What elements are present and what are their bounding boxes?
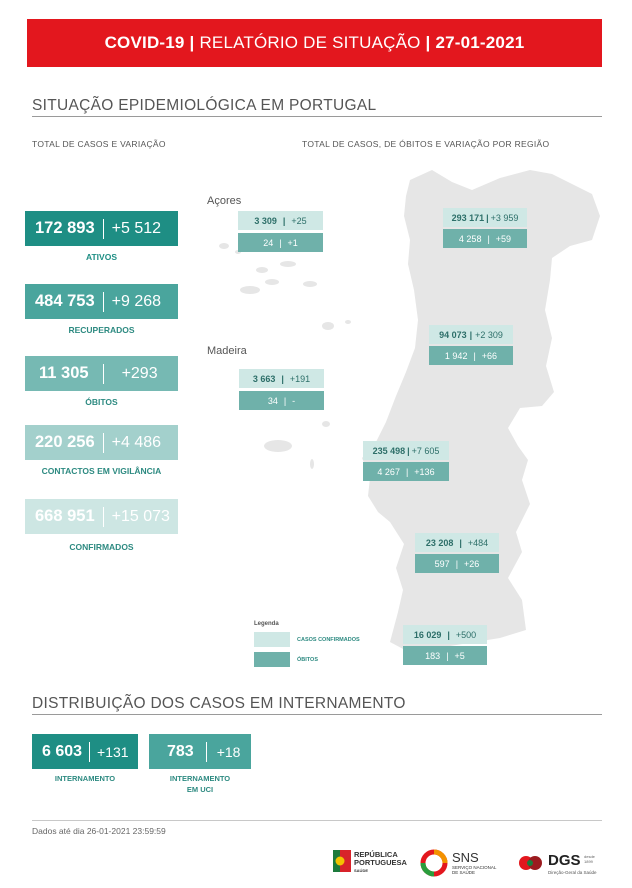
sns-logo-text: SNS	[452, 850, 479, 865]
region-norte-deaths-value: 4 258	[458, 233, 482, 244]
madeira-islands	[264, 421, 330, 469]
value-separator: |	[455, 558, 459, 569]
value-separator: |	[473, 350, 476, 361]
value-separator: |	[405, 466, 409, 477]
hosp-internamento-delta: +131	[97, 743, 129, 760]
stat-separator	[206, 742, 207, 762]
stat-obitos-label: ÓBITOS	[85, 397, 118, 407]
region-alentejo-cases-delta: +484	[467, 537, 489, 548]
hosp-uci-label-line2: EM UCI	[186, 785, 214, 794]
stat-separator	[103, 292, 104, 312]
region-madeira-cases	[239, 369, 324, 388]
subhead-total-cases: TOTAL DE CASOS E VARIAÇÃO	[32, 139, 166, 149]
region-alentejo-deaths	[415, 554, 499, 573]
region-alentejo-deaths-delta: +26	[464, 558, 480, 569]
stat-separator	[89, 742, 90, 762]
sns-logo-sub1: SERVIÇO NACIONAL	[452, 865, 497, 870]
section-divider	[32, 116, 602, 117]
sns-logo	[420, 846, 510, 880]
region-algarve-cases-delta: +500	[455, 629, 477, 640]
region-madeira-deaths-value: 34	[267, 395, 278, 406]
stat-separator	[103, 433, 104, 453]
legend-swatch-confirmed	[254, 632, 290, 647]
region-acores-cases-delta: +25	[291, 215, 307, 226]
banner-separator: |	[425, 33, 431, 52]
region-acores-deaths-value: 24	[263, 237, 274, 248]
region-alentejo-deaths-value: 597	[434, 558, 450, 569]
hosp-internamento-label-line1: INTERNAMENTO	[54, 774, 116, 783]
stat-separator	[103, 507, 104, 527]
stat-confirmados-total: 668 951	[35, 507, 95, 525]
legend-swatch-deaths	[254, 652, 290, 667]
region-algarve-cases	[403, 625, 487, 644]
stat-obitos-total: 11 305	[39, 364, 89, 382]
stat-ativos-delta: +5 512	[111, 219, 162, 237]
banner-separator: |	[189, 33, 195, 52]
stat-obitos-delta: +293	[121, 364, 158, 382]
island-name-madeira: Madeira	[207, 345, 247, 357]
value-separator: |	[486, 212, 489, 223]
dgs-logo-sub: Direção-Geral da Saúde	[548, 870, 597, 875]
region-alentejo-cases-value: 23 208	[425, 537, 454, 548]
stat-recuperados	[25, 284, 178, 319]
section-title-hospitalization: DISTRIBUIÇÃO DOS CASOS EM INTERNAMENTO	[32, 695, 406, 712]
value-separator: |	[282, 215, 286, 226]
region-acores-deaths-delta: +1	[287, 237, 298, 248]
section-title-epidemiological: SITUAÇÃO EPIDEMIOLÓGICA EM PORTUGAL	[32, 97, 377, 114]
stat-recuperados-delta: +9 268	[111, 292, 162, 310]
legend-label-confirmed: CASOS CONFIRMADOS	[297, 637, 360, 643]
region-algarve-deaths-delta: +5	[454, 650, 465, 661]
region-norte-cases-value: 293 171	[451, 212, 485, 223]
value-separator: |	[459, 537, 462, 548]
sns-ring-icon	[420, 849, 448, 877]
banner-date: 27-01-2021	[435, 33, 525, 52]
region-acores-cases	[238, 211, 323, 230]
value-separator: |	[279, 237, 282, 248]
hosp-uci-label-line1: INTERNAMENTO	[169, 774, 231, 783]
republica-logo-line1: REPÚBLICA	[354, 850, 398, 859]
hosp-uci-total: 783	[167, 742, 194, 760]
acores-islands	[219, 243, 351, 330]
stat-recuperados-label: RECUPERADOS	[68, 325, 135, 335]
stat-recuperados-total: 484 753	[35, 292, 95, 310]
stat-obitos	[25, 356, 178, 391]
region-centro-cases	[429, 325, 513, 344]
banner-covid: COVID-19	[104, 33, 185, 52]
dgs-logo	[518, 846, 608, 880]
data-timestamp: Dados até dia 26-01-2021 23:59:59	[32, 826, 166, 836]
republica-logo-sub: SAÚDE	[354, 868, 369, 873]
dgs-logo-year: 1899	[584, 859, 593, 864]
region-lisboa-cases-delta: +7 605	[411, 445, 440, 456]
region-acores-deaths	[238, 233, 323, 252]
republica-emblem-icon	[333, 850, 351, 872]
hosp-internamento-label	[32, 773, 138, 784]
stat-ativos-total: 172 893	[35, 219, 95, 237]
value-separator: |	[447, 629, 450, 640]
region-centro-cases-value: 94 073	[439, 329, 467, 340]
value-separator: |	[469, 329, 473, 340]
stat-ativos	[25, 211, 178, 246]
region-lisboa-deaths	[363, 462, 449, 481]
dgs-logo-text: DGS	[548, 852, 581, 869]
region-madeira-cases-value: 3 663	[252, 373, 276, 384]
stat-ativos-label: ATIVOS	[85, 252, 117, 262]
region-acores-cases-value: 3 309	[254, 215, 277, 226]
region-centro-deaths-delta: +66	[481, 350, 498, 361]
stat-contactos-label: CONTACTOS EM VIGILÂNCIA	[41, 466, 162, 476]
region-norte-deaths-delta: +59	[495, 233, 512, 244]
region-madeira-cases-delta: +191	[289, 373, 311, 384]
stat-contactos	[25, 425, 178, 460]
region-lisboa-cases-value: 235 498	[372, 445, 406, 456]
stat-separator	[103, 364, 104, 384]
value-separator: |	[281, 373, 284, 384]
region-norte-cases-delta: +3 959	[490, 212, 519, 223]
stat-contactos-total: 220 256	[35, 433, 95, 451]
dgs-emblem-icon	[518, 852, 544, 874]
stat-confirmados	[25, 499, 178, 534]
region-algarve-cases-value: 16 029	[413, 629, 442, 640]
report-banner	[27, 19, 602, 67]
value-separator: |	[407, 445, 410, 456]
region-centro-deaths-value: 1 942	[444, 350, 468, 361]
section-divider	[32, 714, 602, 715]
stat-separator	[103, 219, 104, 239]
banner-report-title: RELATÓRIO DE SITUAÇÃO	[199, 33, 421, 52]
hosp-uci-delta: +18	[216, 743, 241, 760]
region-norte-deaths	[443, 229, 527, 248]
region-centro-deaths	[429, 346, 513, 365]
region-madeira-deaths-delta: -	[292, 395, 296, 406]
legend-title: Legenda	[254, 621, 279, 627]
stat-contactos-delta: +4 486	[111, 433, 162, 451]
region-algarve-deaths	[403, 646, 487, 665]
hosp-internamento-total: 6 603	[42, 742, 83, 760]
hosp-uci	[149, 734, 251, 769]
subhead-by-region: TOTAL DE CASOS, DE ÓBITOS E VARIAÇÃO POR REGIÃO	[302, 139, 550, 149]
region-lisboa-deaths-value: 4 267	[377, 466, 400, 477]
region-alentejo-cases	[415, 533, 499, 552]
island-name-acores: Açores	[207, 195, 242, 207]
footer-divider	[32, 820, 602, 821]
region-algarve-deaths-value: 183	[425, 650, 441, 661]
legend-label-deaths: ÓBITOS	[297, 657, 318, 663]
region-madeira-deaths	[239, 391, 324, 410]
stat-confirmados-label: CONFIRMADOS	[69, 542, 134, 552]
value-separator: |	[446, 650, 449, 661]
sns-logo-sub2: DE SAÚDE	[452, 870, 476, 875]
value-separator: |	[283, 395, 287, 406]
hosp-uci-label	[149, 773, 251, 795]
dgs-logo-desde: desde	[584, 854, 595, 859]
value-separator: |	[487, 233, 490, 244]
republica-logo-line2: PORTUGUESA	[354, 858, 407, 867]
hosp-internamento	[32, 734, 138, 769]
stat-confirmados-delta: +15 073	[111, 507, 170, 525]
republica-portuguesa-logo	[333, 846, 413, 880]
region-centro-cases-delta: +2 309	[475, 329, 503, 340]
region-norte-cases	[443, 208, 527, 227]
region-lisboa-cases	[363, 441, 449, 460]
region-lisboa-deaths-delta: +136	[414, 466, 435, 477]
